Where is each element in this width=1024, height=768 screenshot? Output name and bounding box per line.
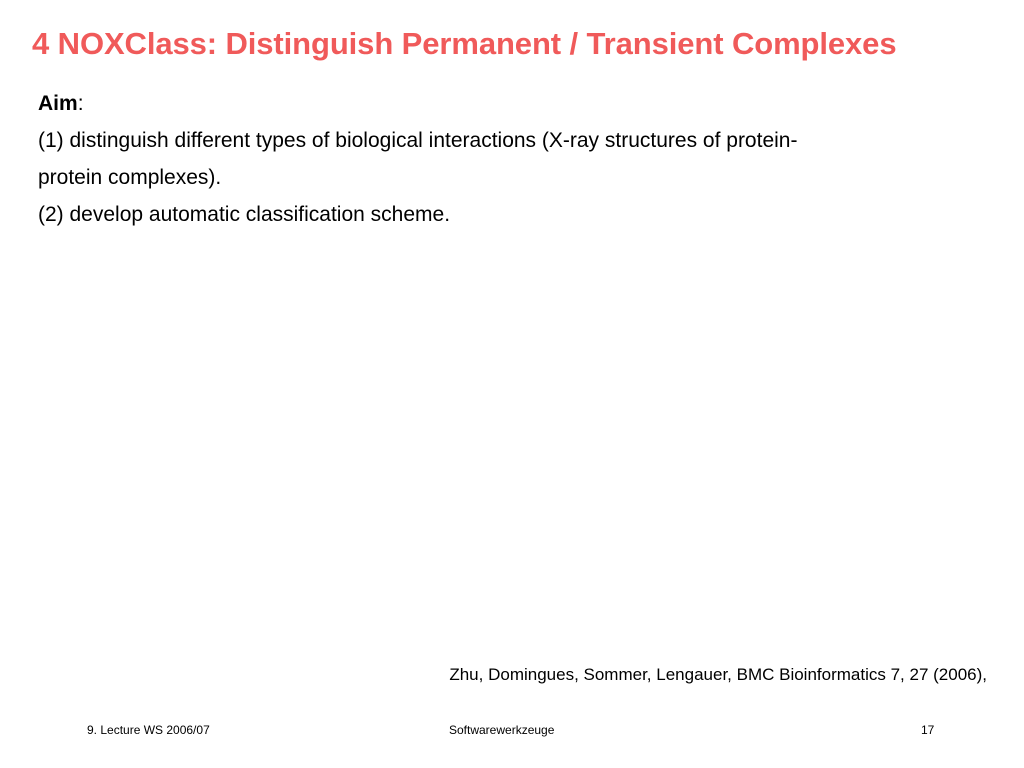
aim-colon: : bbox=[77, 92, 84, 115]
slide-body bbox=[38, 85, 988, 233]
footer-page-number: 17 bbox=[921, 723, 935, 737]
citation: Zhu, Domingues, Sommer, Lengauer, BMC Bioinformatics 7, 27 (2006), bbox=[449, 665, 987, 684]
aim-heading: Aim bbox=[38, 92, 78, 115]
body-line-2: protein complexes). bbox=[38, 166, 222, 189]
footer-lecture: 9. Lecture WS 2006/07 bbox=[87, 723, 210, 737]
body-line-1: (1) distinguish different types of biological interactions (X-ray structures of protein- bbox=[38, 129, 798, 152]
body-line-3: (2) develop automatic classification scheme. bbox=[38, 203, 451, 226]
footer-course: Softwarewerkzeuge bbox=[449, 723, 555, 737]
slide-title: 4 NOXClass: Distinguish Permanent / Transient Complexes bbox=[32, 26, 897, 61]
aim-line bbox=[38, 85, 988, 122]
